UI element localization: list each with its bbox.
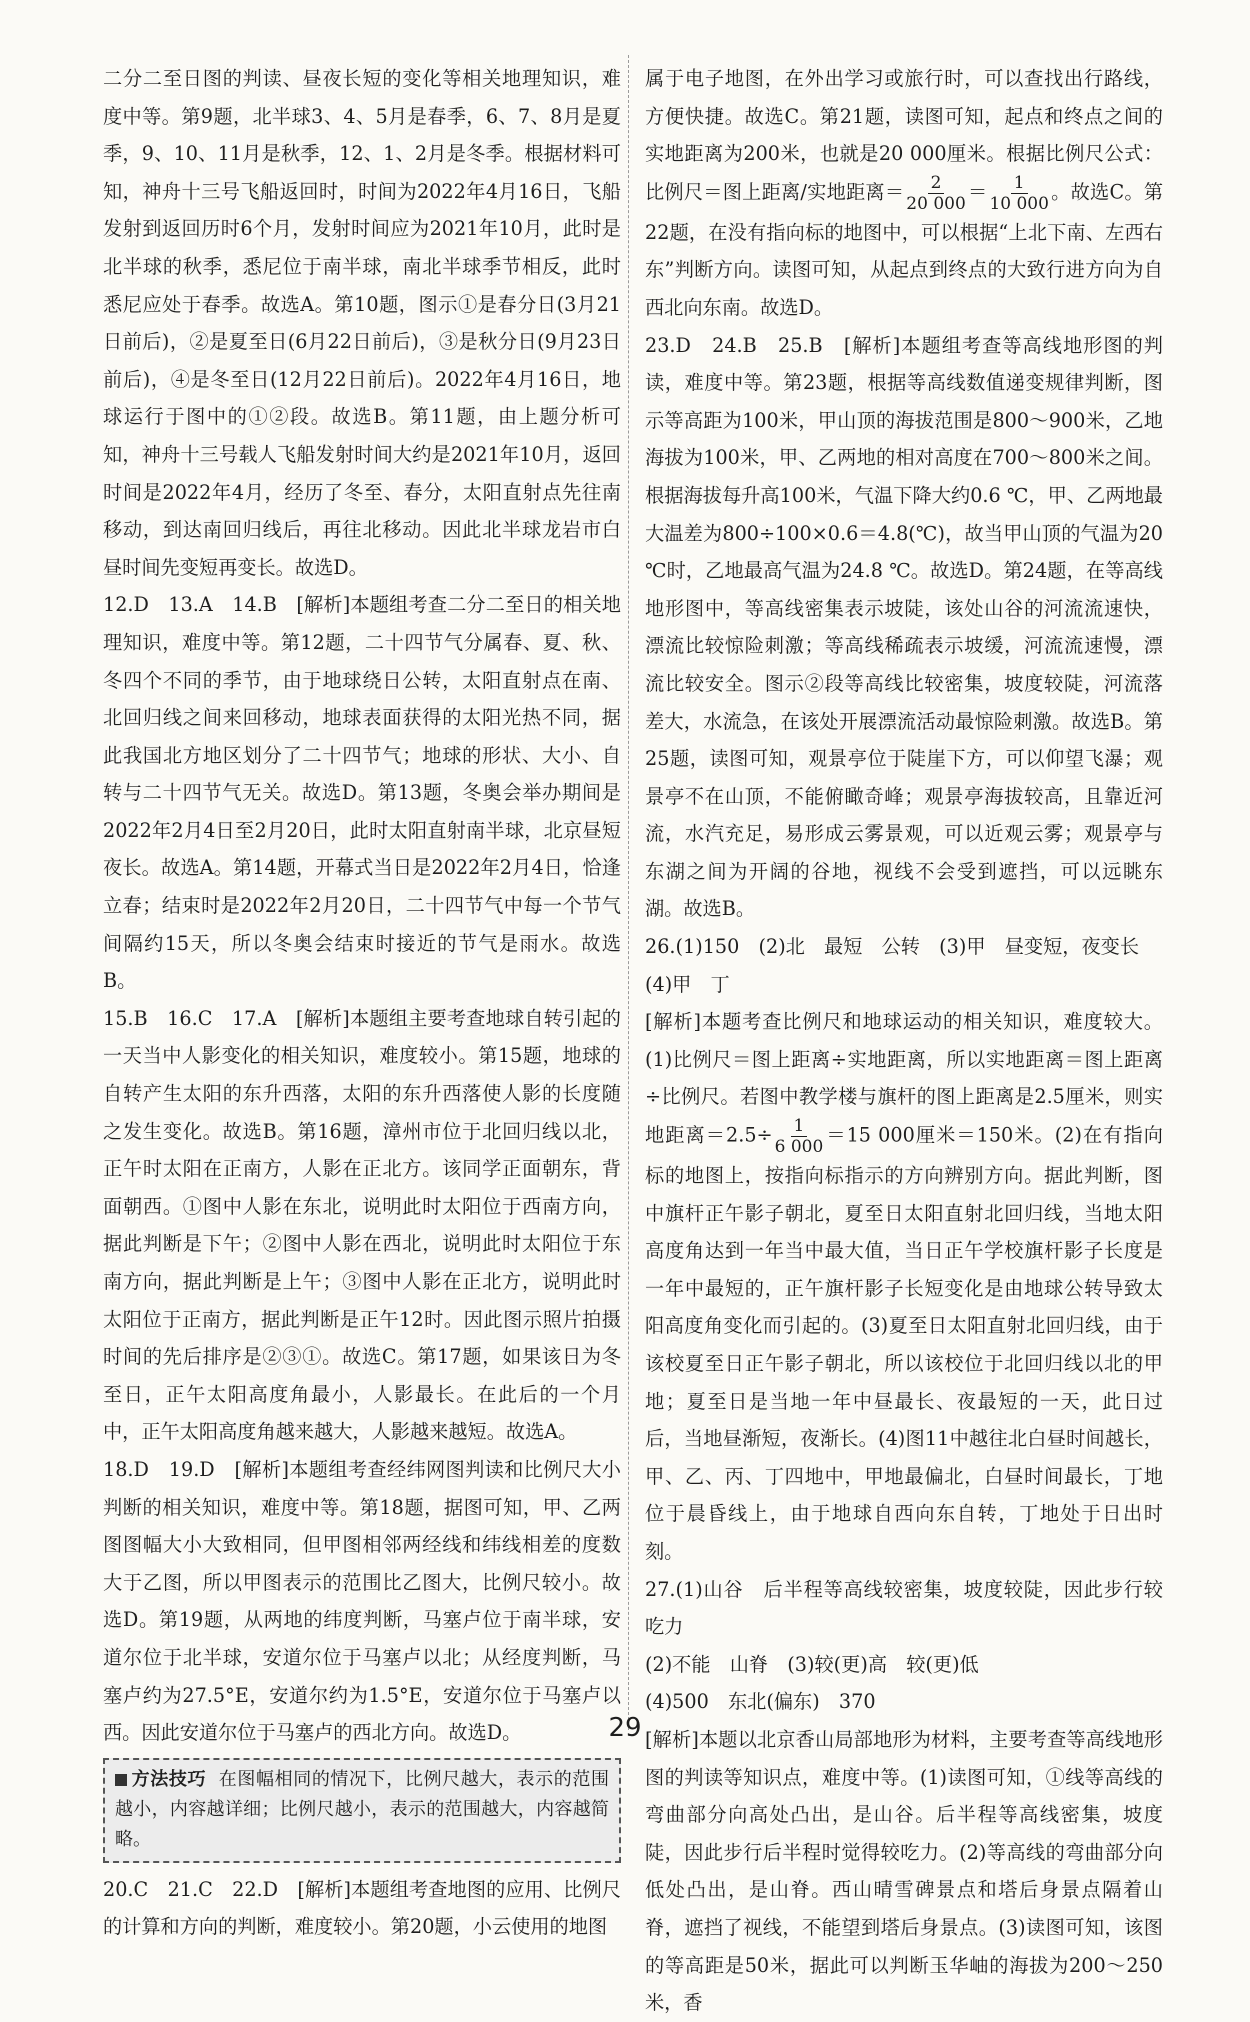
fraction-numerator: 1 <box>791 1116 808 1137</box>
answer-12-14: 12.D 13.A 14.B [解析]本题组考查二分二至日的相关地理知识，难度中等。第12题，二十四节气分属春、夏、秋、冬四个不同的季节，由于地球绕日公转，太阳直射点在南、北回归线之间来回移动，地球表面获得的太阳光热不同，据此我国北方地区划分了二十四节气；地球的形状、大小、自转与二十四节气无关。故选D。第13题，冬奥会举办期间是2022年2月4日至2月20日，此时太阳直射南半球，北京昼短夜长。故选A。第14题，开幕式当日是2022年2月4日，恰逢立春；结束时是2022年2月20日，二十四节气中每一个节气间隔约15天，所以冬奥会结束时接近的节气是雨水。故选B。 <box>103 593 621 993</box>
answer-9-11-analysis: 二分二至日图的判读、昼夜长短的变化等相关地理知识，难度中等。第9题，北半球3、4、5月是春季，6、7、8月是夏季，9、10、11月是秋季，12、1、2月是冬季。根据材料可知，神舟十三号飞船返回时，时间为2022年4月16日，飞船发射到返回历时6个月，发射时间应为2021年10月，此时是北半球的秋季，悉尼位于南半球，南北半球季节相反，此时悉尼应处于春季。故选A。第10题，图示①是春分日(3月21日前后)，②是夏至日(6月22日前后)，③是秋分日(9月23日前后)，④是冬至日(12月22日前后)。2022年4月16日，地球运行于图中的①②段。故选B。第11题，由上题分析可知，神舟十三号载人飞船发射时间大约是2021年10月，返回时间是2022年4月，经历了冬至、春分，太阳直射点先往南移动，到达南回归线后，再往北移动。因此北半球龙岩市白昼时间先变短再变长。故选D。 <box>103 67 621 579</box>
text-segment: 。故选C。第22题，在没有指向标的地图中，可以根据“上北下南、左西右东”判断方向。读图可知，从起点到终点的大致行进方向为自西北向东南。故选D。 <box>645 180 1164 319</box>
fraction-denominator: 6 000 <box>774 1137 824 1158</box>
fraction-denominator: 20 000 <box>906 193 966 214</box>
square-bullet-icon <box>115 1774 127 1786</box>
answer-20-22: 20.C 21.C 22.D [解析]本题组考查地图的应用、比例尺的计算和方向的判断，难度较小。第20题，小云使用的地图 <box>103 1877 621 1939</box>
answer-15-17: 15.B 16.C 17.A [解析]本题组主要考查地球自转引起的一天当中人影变化的相关知识，难度较小。第15题，地球的自转产生太阳的东升西落，太阳的东升西落使人影的长度随之发生变化。故选B。第16题，漳州市位于北回归线以北，正午时太阳在正南方，人影在正北方。该同学正面朝东，背面朝西。①图中人影在东北，说明此时太阳位于西南方向，据此判断是下午；②图中人影在西北，说明此时太阳位于东南方向，据此判断是上午；③图中人影在正北方，说明此时太阳位于正南方，据此判断是正午12时。因此图示照片拍摄时间的先后排序是②③①。故选C。第17题，如果该日为冬至日，正午太阳高度角最小，人影最长。在此后的一个月中，正午太阳高度角越来越大，人影越来越短。故选A。 <box>103 1006 621 1444</box>
text-segment: 属于电子地图，在外出学习或旅行时，可以查找出行路线，方便快捷。故选C。第21题，读图可知，起点和终点之间的实地距离为200米，也就是20 000厘米。根据比例尺公式：比例尺＝图上距离/实地距离＝ <box>645 67 1163 204</box>
answer-26-line-2: (4)甲 丁 <box>645 972 730 996</box>
text-segment: [解析]本题考查比例尺和地球运动的相关知识，难度较大。(1)比例尺＝图上距离÷实地距离，所以实地距离＝图上距离÷比例尺。若图中教学楼与旗杆的图上距离是2.5厘米，则实地距离＝2.5÷ <box>645 1010 1163 1147</box>
answer-26-analysis <box>645 1003 1163 1570</box>
tip-title: 方法技巧 <box>131 1768 207 1790</box>
equals-sign: ＝ <box>967 180 988 204</box>
page-number: 29 <box>608 1713 642 1743</box>
answer-27-analysis: [解析]本题以北京香山局部地形为材料，主要考查等高线地形图的判读等知识点，难度中等。(1)读图可知，①线等高线的弯曲部分向高处凸出，是山谷。后半程等高线密集，坡度陡，因此步行后半程时觉得较吃力。(2)等高线的弯曲部分向低处凸出，是山脊。西山晴雪碑景点和塔后身景点隔着山脊，遮挡了视线，不能望到塔后身景点。(3)读图可知，该图的等高距是50米，据此可以判断玉华岫的海拔为200～250米，香 <box>645 1727 1163 2015</box>
fraction <box>906 173 965 214</box>
answer-27-line-1: 27.(1)山谷 后半程等高线较密集，坡度较陡，因此步行较吃力 <box>645 1577 1163 1639</box>
tip-text: 在图幅相同的情况下，比例尺越大，表示的范围越小，内容越详细；比例尺越小，表示的范围越大，内容越简略。 <box>115 1768 610 1850</box>
answer-23-25: 23.D 24.B 25.B [解析]本题组考查等高线地形图的判读，难度中等。第23题，根据等高线数值递变规律判断，图示等高距为100米，甲山顶的海拔范围是800～900米，乙地海拔为100米，甲、乙两地的相对高度在700～800米之间。根据海拔每升高100米，气温下降大约0.6 ℃，甲、乙两地最大温差为800÷100×0.6＝4.8(℃)，故当甲山顶的气温为20 ℃时，乙地最高气温为24.8 ℃。故选D。第24题，在等高线地形图中，等高线密集表示坡陡，该处山谷的河流流速快，漂流比较惊险刺激；等高线稀疏表示坡缓，河流流速慢，漂流比较安全。图示②段等高线比较密集，坡度较陡，河流落差大，水流急，在该处开展漂流活动最惊险刺激。故选B。第25题，读图可知，观景亭位于陡崖下方，可以仰望飞瀑；观景亭不在山顶，不能俯瞰奇峰；观景亭海拔较高，且靠近河流，水汽充足，易形成云雾景观，可以近观云雾；观景亭与东湖之间为开阔的谷地，视线不会受到遮挡，可以远眺东湖。故选B。 <box>645 333 1163 921</box>
fraction-numerator: 1 <box>1011 173 1028 194</box>
fraction-denominator: 10 000 <box>989 193 1049 214</box>
answer-18-19: 18.D 19.D [解析]本题组考查经纬网图判读和比例尺大小判断的相关知识，难度中等。第18题，据图可知，甲、乙两图图幅大小大致相同，但甲图相邻两经线和纬线相差的度数大于乙图，所以甲图表示的范围比乙图大，比例尺较小。故选D。第19题，从两地的纬度判断，马塞卢位于南半球，安道尔位于北半球，安道尔位于马塞卢以北；从经度判断，马塞卢约为27.5°E，安道尔约为1.5°E，安道尔位于马塞卢以西。因此安道尔位于马塞卢的西北方向。故选D。 <box>103 1457 621 1745</box>
answer-20-22-continued <box>645 60 1163 327</box>
answer-27-line-3: (4)500 东北(偏东) 370 <box>645 1690 876 1714</box>
text-segment: ＝15 000厘米＝150米。(2)在有指向标的地图上，按指向标指示的方向辨别方向。据此判断，图中旗杆正午影子朝北，夏至日太阳直射北回归线，当地太阳高度角达到一年当中最大值，当日正午学校旗杆影子长度是一年中最短的，正午旗杆影子长短变化是由地球公转导致太阳高度角变化而引起的。(3)夏至日太阳直射北回归线，由于该校夏至日正午影子朝北，所以该校位于北回归线以北的甲地；夏至日是当地一年中昼最长、夜最短的一天，此日过后，当地昼渐短，夜渐长。(4)图11中越往北白昼时间越长，甲、乙、丙、丁四地中，甲地最偏北，白昼时间最长，丁地位于晨昏线上，由于地球自西向东自转，丁地处于日出时刻。 <box>645 1123 1163 1563</box>
fraction-numerator: 2 <box>928 173 945 194</box>
column-divider <box>628 55 629 1730</box>
fraction <box>989 173 1048 214</box>
answer-27-line-2: (2)不能 山脊 (3)较(更)高 较(更)低 <box>645 1652 979 1676</box>
method-tip-box <box>103 1758 621 1863</box>
fraction <box>775 1116 824 1157</box>
answer-26-line-1: 26.(1)150 (2)北 最短 公转 (3)甲 昼变短，夜变长 <box>645 935 1140 959</box>
left-column <box>103 60 621 1946</box>
